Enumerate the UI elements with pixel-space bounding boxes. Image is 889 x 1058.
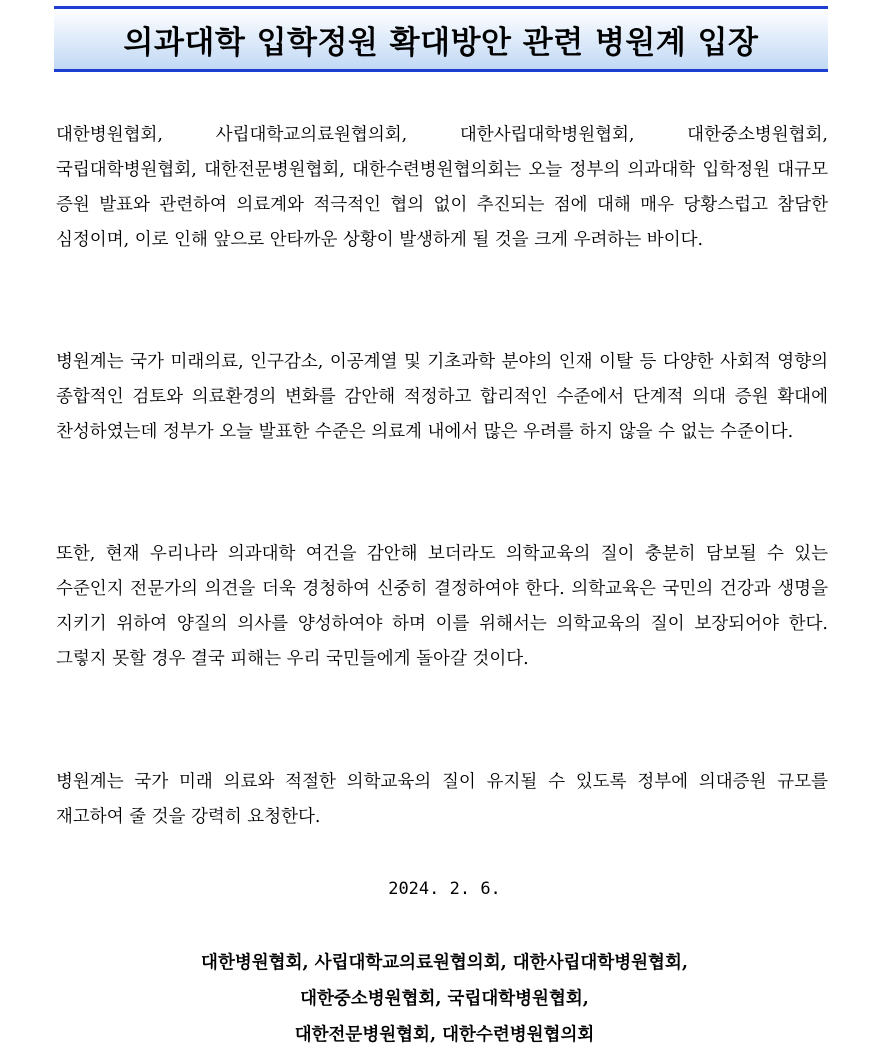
signatory-line-2: 대한중소병원협회, 국립대학병원협회, xyxy=(300,989,589,1009)
title-banner xyxy=(54,6,828,72)
paragraph-1: 대한병원협회, 사립대학교의료원협의회, 대한사립대학병원협회, 대한중소병원협회, 국립대학병원협회, 대한전문병원협회, 대한수련병원협의회는 오늘 정부의 의과대학 입학정원 대규모 증원 발표와 관련하여 의료계와 적극적인 협의 없이 추진되는 점에 대해 매우 당황스럽고 참담한 심정이며, 이로 인해 앞으로 안타까운 상황이 발생하게 될 것을 크게 우려하는 바이다. xyxy=(56,125,828,250)
paragraph-2: 병원계는 국가 미래의료, 인구감소, 이공계열 및 기초과학 분야의 인재 이탈 등 다양한 사회적 영향의 종합적인 검토와 의료환경의 변화를 감안해 적정하고 합리적인 수준에서 단계적 의대 증원 확대에 찬성하였는데 정부가 오늘 발표한 수준은 의료계 내에서 많은 우려를 하지 않을 수 없는 수준이다. xyxy=(56,352,828,442)
signatories xyxy=(0,945,889,1053)
signatory-line-3: 대한전문병원협회, 대한수련병원협의회 xyxy=(294,1025,595,1045)
statement-date: 2024. 2. 6. xyxy=(388,879,501,899)
document-title: 의과대학 입학정원 확대방안 관련 병원계 입장 xyxy=(123,24,759,61)
signatory-line-1: 대한병원협회, 사립대학교의료원협의회, 대한사립대학병원협회, xyxy=(201,953,688,973)
paragraph-3: 또한, 현재 우리나라 의과대학 여건을 감안해 보더라도 의학교육의 질이 충분히 담보될 수 있는 수준인지 전문가의 의견을 더욱 경청하여 신중히 결정하여야 한다. 의학교육은 국민의 건강과 생명을 지키기 위하여 양질의 의사를 양성하여야 하며 이를 위해서는 의학교육의 질이 보장되어야 한다. 그렇지 못할 경우 결국 피해는 우리 국민들에게 돌아갈 것이다. xyxy=(56,544,828,669)
paragraph-4: 병원계는 국가 미래 의료와 적절한 의학교육의 질이 유지될 수 있도록 정부에 의대증원 규모를 재고하여 줄 것을 강력히 요청한다. xyxy=(56,772,828,827)
